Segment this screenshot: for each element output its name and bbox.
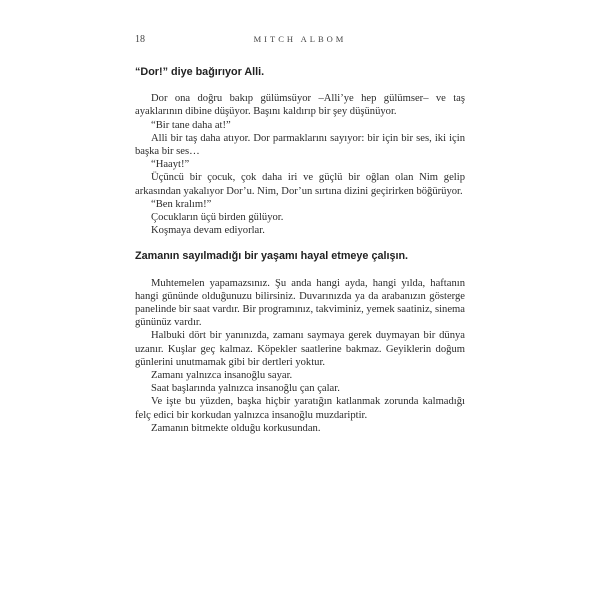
paragraph: Zamanı yalnızca insanoğlu sayar.	[151, 370, 293, 382]
paragraph: “Ben kralım!”	[151, 198, 212, 210]
paragraph: “Bir tane daha at!”	[151, 119, 231, 131]
paragraph: Muhtemelen yapamazsınız. Şu anda hangi ayda, hangi yılda, haftanın hangi gününde olduğunuzu bilirsiniz. Duvarınızda ya da arabanızın gösterge panelinde bir saat vardır. Bir programınız, takviminiz, yemek saatiniz, sinema gününüz vardır.	[135, 277, 465, 329]
running-head	[135, 34, 465, 48]
paragraph: “Haayt!”	[151, 159, 190, 171]
paragraph: Çocukların üçü birden gülüyor.	[151, 212, 284, 224]
section-heading: Zamanın sayılmadığı bir yaşamı hayal etmeye çalışın.	[135, 250, 409, 263]
paragraph: Koşmaya devam ediyorlar.	[151, 225, 265, 237]
paragraph: Halbuki dört bir yanınızda, zamanı saymaya gerek duymayan bir dünya uzanır. Kuşlar geç kalmaz. Köpekler saatlerine bakmaz. Geyiklerin doğum günlerini unutmamak gibi bir dertleri yoktur.	[135, 330, 465, 368]
paragraph: Ve işte bu yüzden, başka hiçbir yaratığın katlanmak zorunda kalmadığı felç edici bir korkudan yalnızca insanoğlu muzdariptir.	[135, 396, 465, 421]
paragraph: Dor ona doğru bakıp gülümsüyor –Alli’ye hep gülümser– ve taş ayaklarının dibine düşüyor. Başını kaldırıp bir şey düşünüyor.	[135, 93, 465, 118]
paragraph: Saat başlarında yalnızca insanoğlu çan çalar.	[151, 383, 340, 395]
section-heading: “Dor!” diye bağırıyor Alli.	[135, 66, 265, 78]
paragraph: Zamanın bitmekte olduğu korkusundan.	[151, 422, 321, 434]
page-number: 18	[135, 34, 145, 45]
body-text	[135, 66, 465, 435]
paragraph: Alli bir taş daha atıyor. Dor parmaklarını sayıyor: bir için bir ses, iki için başka bir ses…	[135, 132, 465, 158]
paragraph: Üçüncü bir çocuk, çok daha iri ve güçlü bir oğlan olan Nim gelip arkasından yakalıyor Dor’u. Nim, Dor’un sırtına dizini geçirirken böğürüyor.	[135, 172, 465, 197]
running-head-author: MITCH ALBOM	[253, 34, 347, 44]
